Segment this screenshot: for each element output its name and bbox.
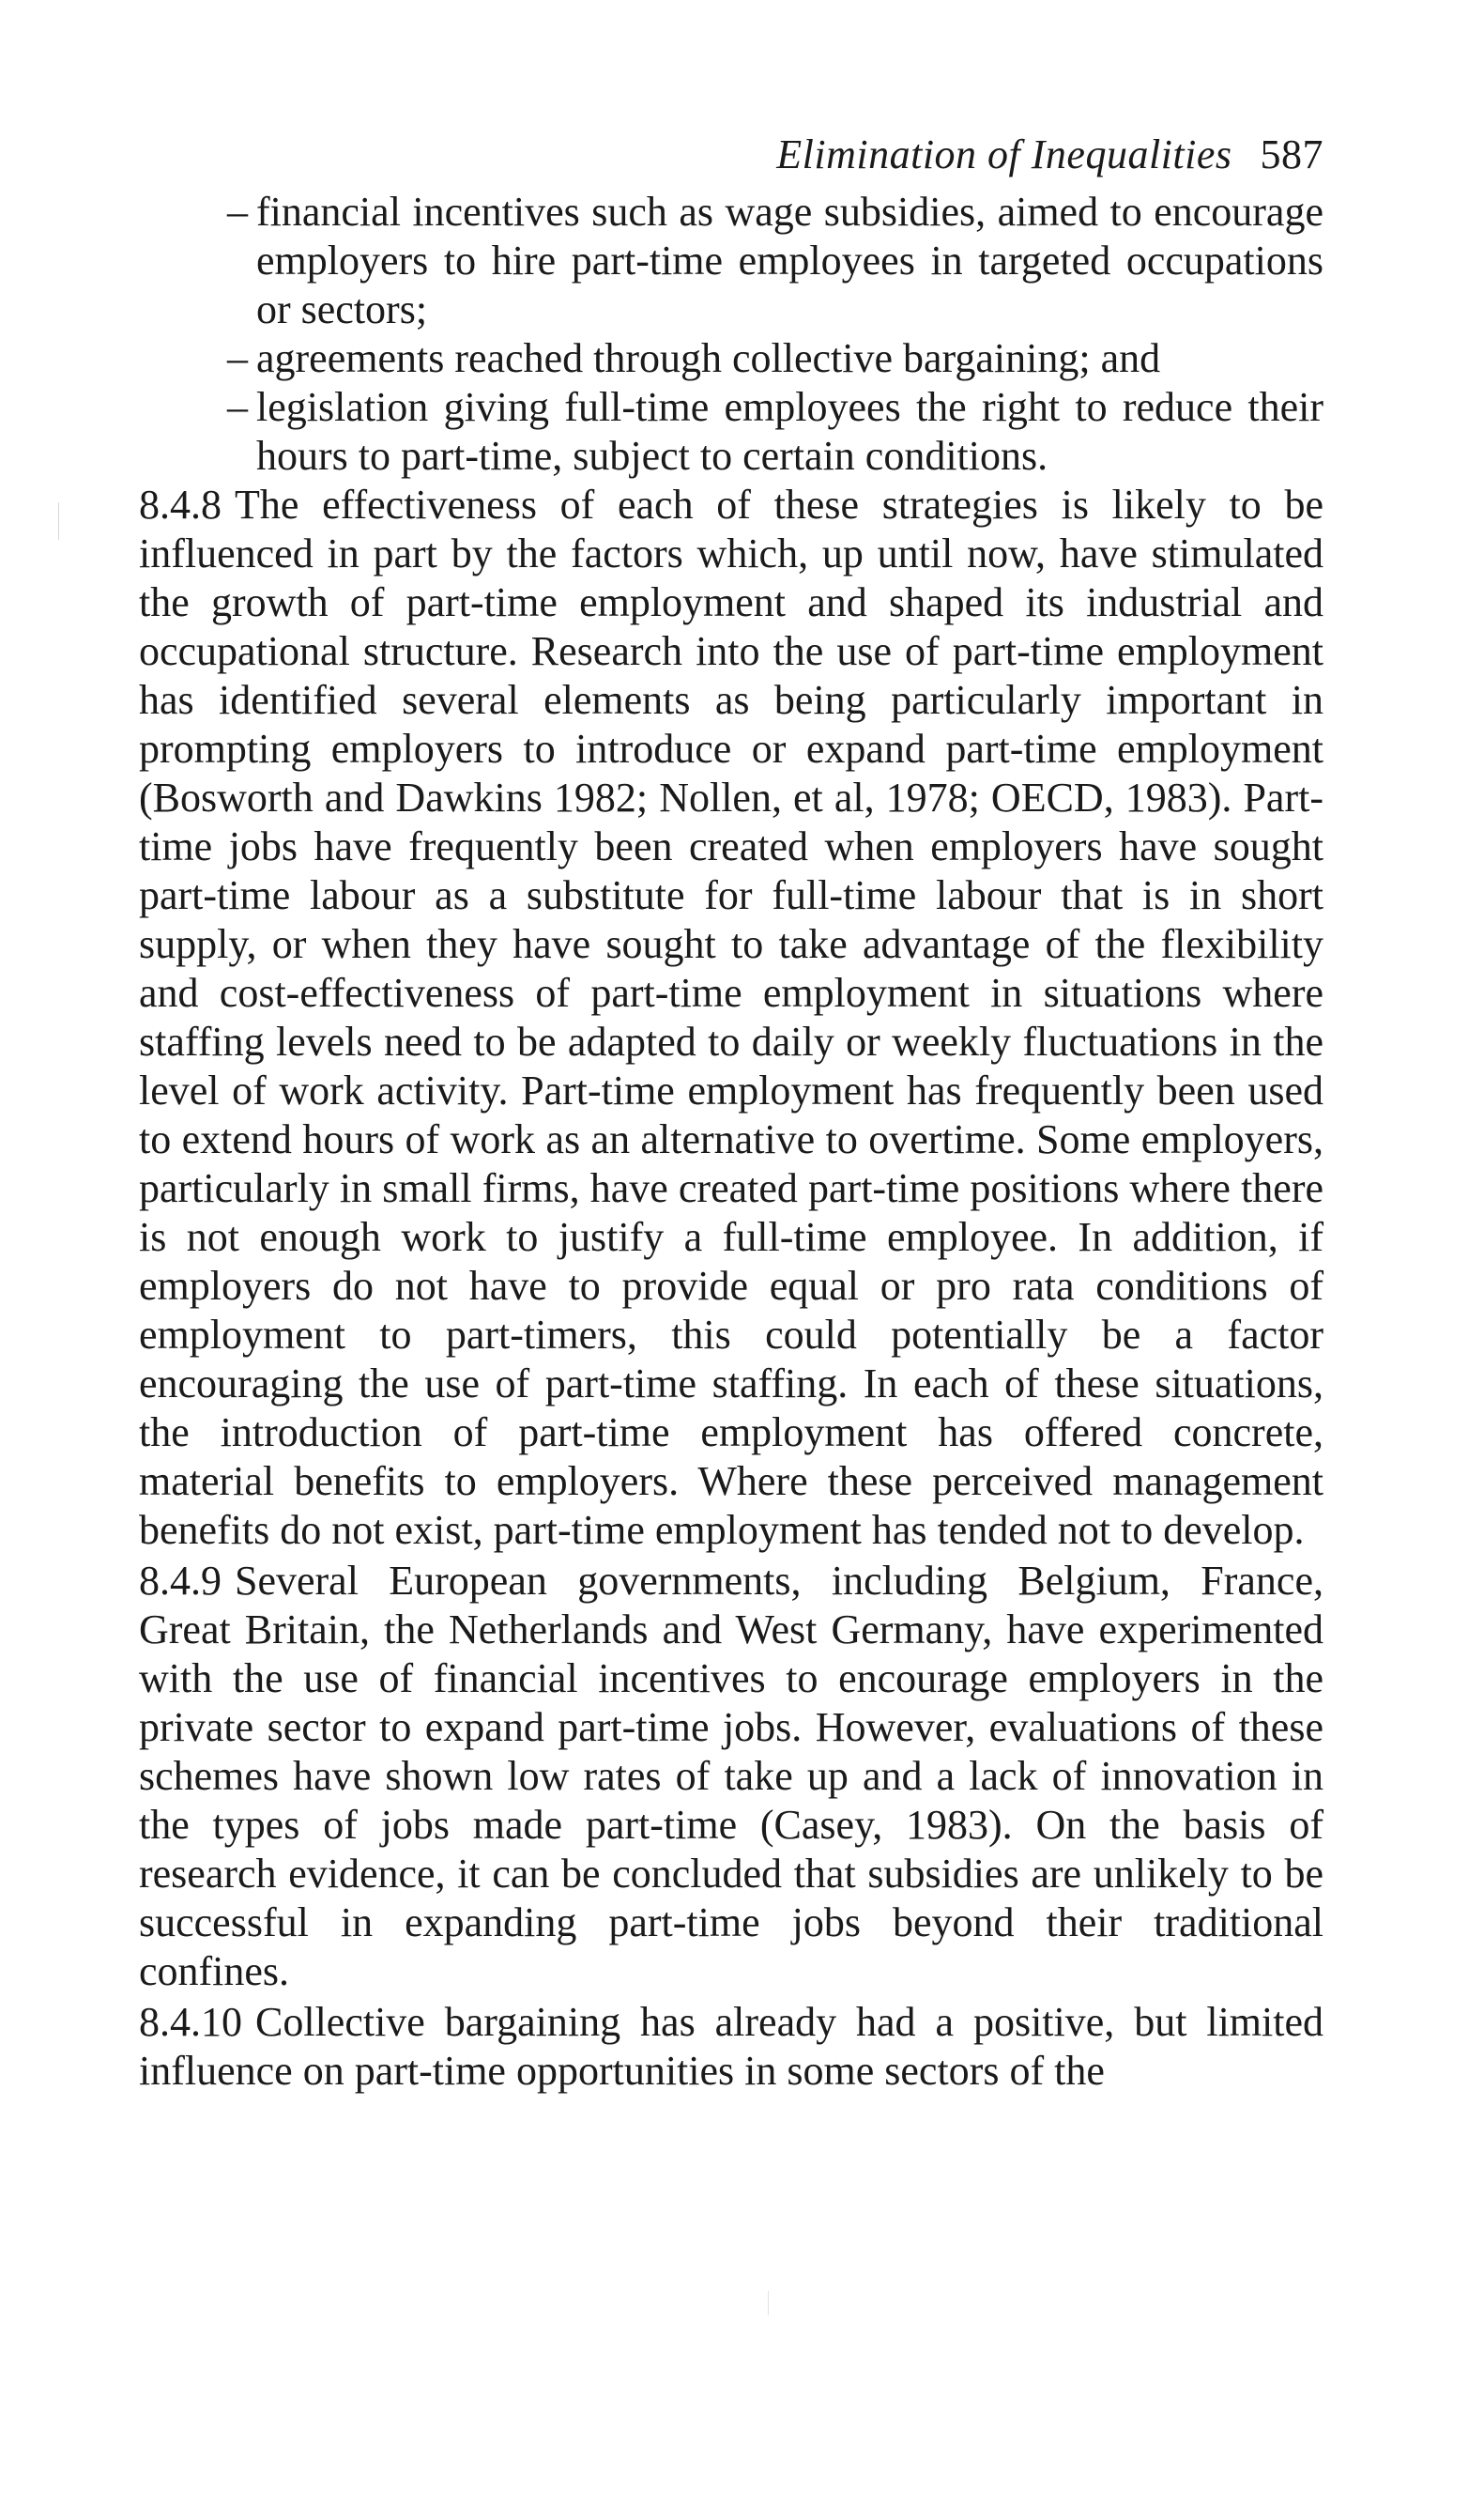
bullet-list: [139, 188, 1323, 481]
paragraph-text: Collective bargaining has already had a positive, but limited influence on part-time opportunities in some sectors of the: [139, 1999, 1323, 2094]
scan-gutter-mark: [58, 502, 59, 540]
list-item: [139, 334, 1323, 383]
body-text: [139, 188, 1323, 2096]
list-item: [139, 188, 1323, 334]
bullet-text: agreements reached through collective bargaining; and: [256, 335, 1161, 381]
running-header: [139, 122, 1323, 188]
book-page: [139, 122, 1323, 2098]
running-title: Elimination of Inequalities: [776, 131, 1232, 177]
scan-bottom-mark: [768, 2291, 769, 2315]
bullet-text: legislation giving full-time employees the right to reduce their hours to part-time, subject to certain conditions.: [256, 384, 1323, 479]
paragraph-8-4-8: [139, 481, 1323, 1555]
paragraph-number: 8.4.8: [139, 482, 222, 528]
paragraph-number: 8.4.9: [139, 1558, 222, 1604]
paragraph-text: The effectiveness of each of these strategies is likely to be influenced in part by the factors which, up until now, have stimulated the growth of part-time employment and shaped its industrial and occupational structure. Research into the use of part-time employment has identified several elements as being particularly important in prompting employers to introduce or expand part-time employment (Bosworth and Dawkins 1982; Nollen, et al, 1978; OECD, 1983). Part-time jobs have frequently been created when employers have sought part-time labour as a substitute for full-time labour that is in short supply, or when they have sought to take advantage of the flexibility and cost-effectiveness of part-time employment in situations where staffing levels need to be adapted to daily or weekly fluctuations in the level of work activity. Part-time employment has frequently been used to extend hours of work as an alternative to overtime. Some employers, particularly in small firms, have created part-time positions where there is not enough work to justify a full-time employee. In addition, if employers do not have to provide equal or pro rata conditions of employment to part-timers, this could potentially be a factor encouraging the use of part-time staffing. In each of these situations, the introduction of part-time employment has offered concrete, material benefits to employers. Where these perceived management benefits do not exist, part-time employment has tended not to develop.: [139, 482, 1323, 1553]
bullet-text: financial incentives such as wage subsidies, aimed to encourage employers to hire part-time employees in targeted occupations or sectors;: [256, 189, 1323, 332]
paragraph-text: Several European governments, including Belgium, France, Great Britain, the Netherlands and West Germany, have experimented with the use of financial incentives to encourage employers in the private sector to expand part-time jobs. However, evaluations of these schemes have shown low rates of take up and a lack of innovation in the types of jobs made part-time (Casey, 1983). On the basis of research evidence, it can be concluded that subsidies are unlikely to be successful in expanding part-time jobs beyond their traditional confines.: [139, 1558, 1323, 1994]
paragraph-8-4-10: [139, 1998, 1323, 2096]
bullet-dash: –: [227, 384, 248, 430]
page-number: 587: [1260, 131, 1323, 177]
paragraph-8-4-9: [139, 1557, 1323, 1996]
list-item: [139, 383, 1323, 481]
bullet-dash: –: [227, 335, 248, 381]
bullet-dash: –: [227, 189, 248, 235]
paragraph-number: 8.4.10: [139, 1999, 242, 2045]
